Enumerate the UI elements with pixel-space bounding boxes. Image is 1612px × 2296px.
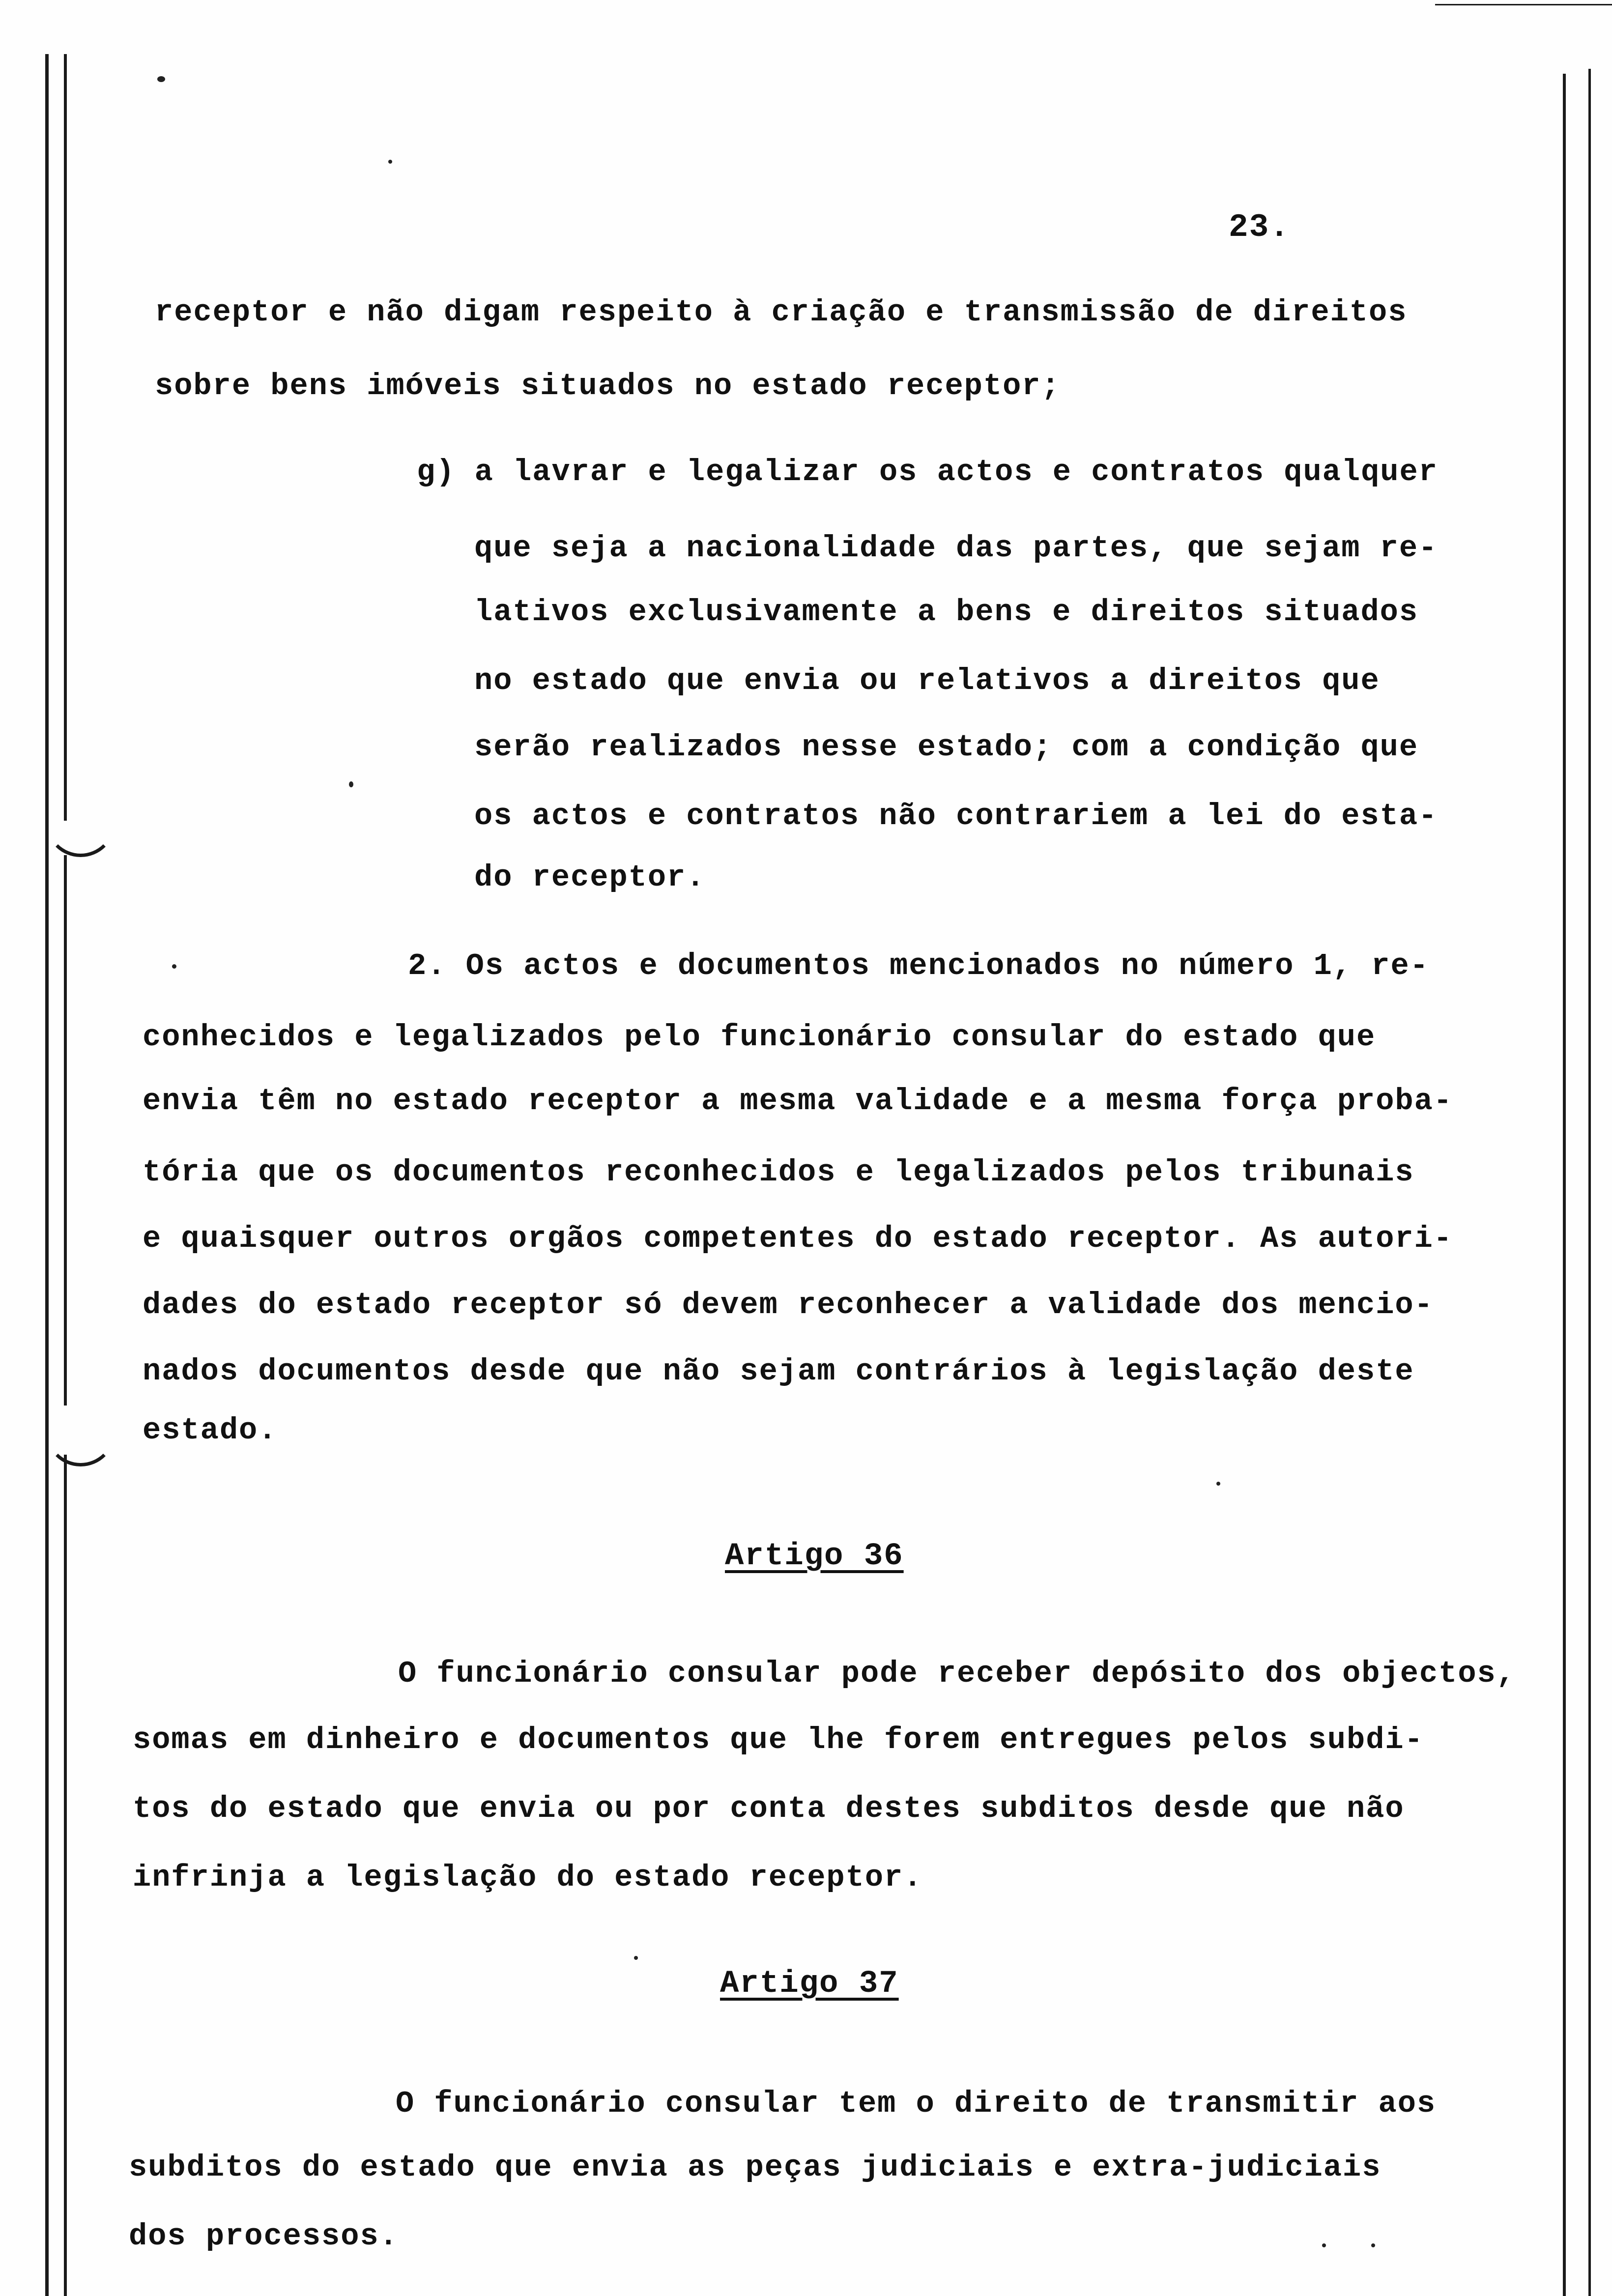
text-line: serão realizados nesse estado; com a condição que [474,730,1419,765]
text-line: do receptor. [474,860,706,895]
article-heading: Artigo 36 [725,1539,904,1574]
scan-speck [634,1956,638,1960]
text-line: subditos do estado que envia as peças judiciais e extra-judiciais [129,2150,1382,2185]
right-margin-rule-outer [1588,69,1591,2296]
text-line: infrinja a legislação do estado receptor. [133,1860,923,1895]
scan-speck [1322,2243,1326,2247]
text-line: no estado que envia ou relativos a direitos que [474,663,1380,698]
binder-ring-mark [45,767,116,857]
text-line: 2. Os actos e documentos mencionados no número 1, re- [408,948,1429,983]
text-line: g) a lavrar e legalizar os actos e contratos qualquer [417,455,1438,489]
text-line: e quaisquer outros orgãos competentes do estado receptor. As autori- [143,1221,1453,1256]
top-edge-line [1435,4,1612,5]
text-line: nados documentos desde que não sejam contrários à legislação deste [143,1354,1414,1389]
text-line: sobre bens imóveis situados no estado receptor; [155,369,1061,403]
article-heading: Artigo 37 [720,1966,899,2002]
text-line: envia têm no estado receptor a mesma validade e a mesma força proba- [143,1084,1453,1119]
scan-speck [349,781,353,787]
text-line: que seja a nacionalidade das partes, que sejam re- [474,531,1438,566]
page-number: 23. [1229,209,1290,246]
text-line: estado. [143,1413,278,1448]
text-line: tos do estado que envia ou por conta destes subditos desde que não [133,1791,1405,1826]
scan-speck [172,964,176,969]
left-margin-rule-inner-lower [64,855,67,1406]
text-line: O funcionário consular tem o direito de transmitir aos [396,2086,1437,2121]
text-line: lativos exclusivamente a bens e direitos situados [474,595,1419,630]
text-line: conhecidos e legalizados pelo funcionário consular do estado que [143,1020,1376,1055]
text-line: receptor e não digam respeito à criação e transmissão de direitos [155,295,1408,330]
left-margin-rule [45,54,49,2296]
scan-speck [1371,2243,1375,2247]
text-line: O funcionário consular pode receber depósito dos objectos, [398,1656,1516,1691]
text-line: somas em dinheiro e documentos que lhe forem entregues pelos subdi- [133,1722,1424,1757]
left-margin-rule-inner-bottom [64,1455,67,2296]
text-line: dos processos. [129,2219,399,2254]
scan-speck [1216,1482,1220,1486]
text-line: dades do estado receptor só devem reconhecer a validade dos mencio- [143,1288,1434,1322]
binder-ring-mark [45,1386,116,1466]
right-margin-rule [1563,74,1566,2296]
scan-speck [157,76,165,82]
text-line: tória que os documentos reconhecidos e legalizados pelos tribunais [143,1155,1414,1190]
left-margin-rule-inner [64,54,67,821]
text-line: os actos e contratos não contrariem a lei do esta- [474,799,1438,833]
scan-speck [388,160,392,164]
